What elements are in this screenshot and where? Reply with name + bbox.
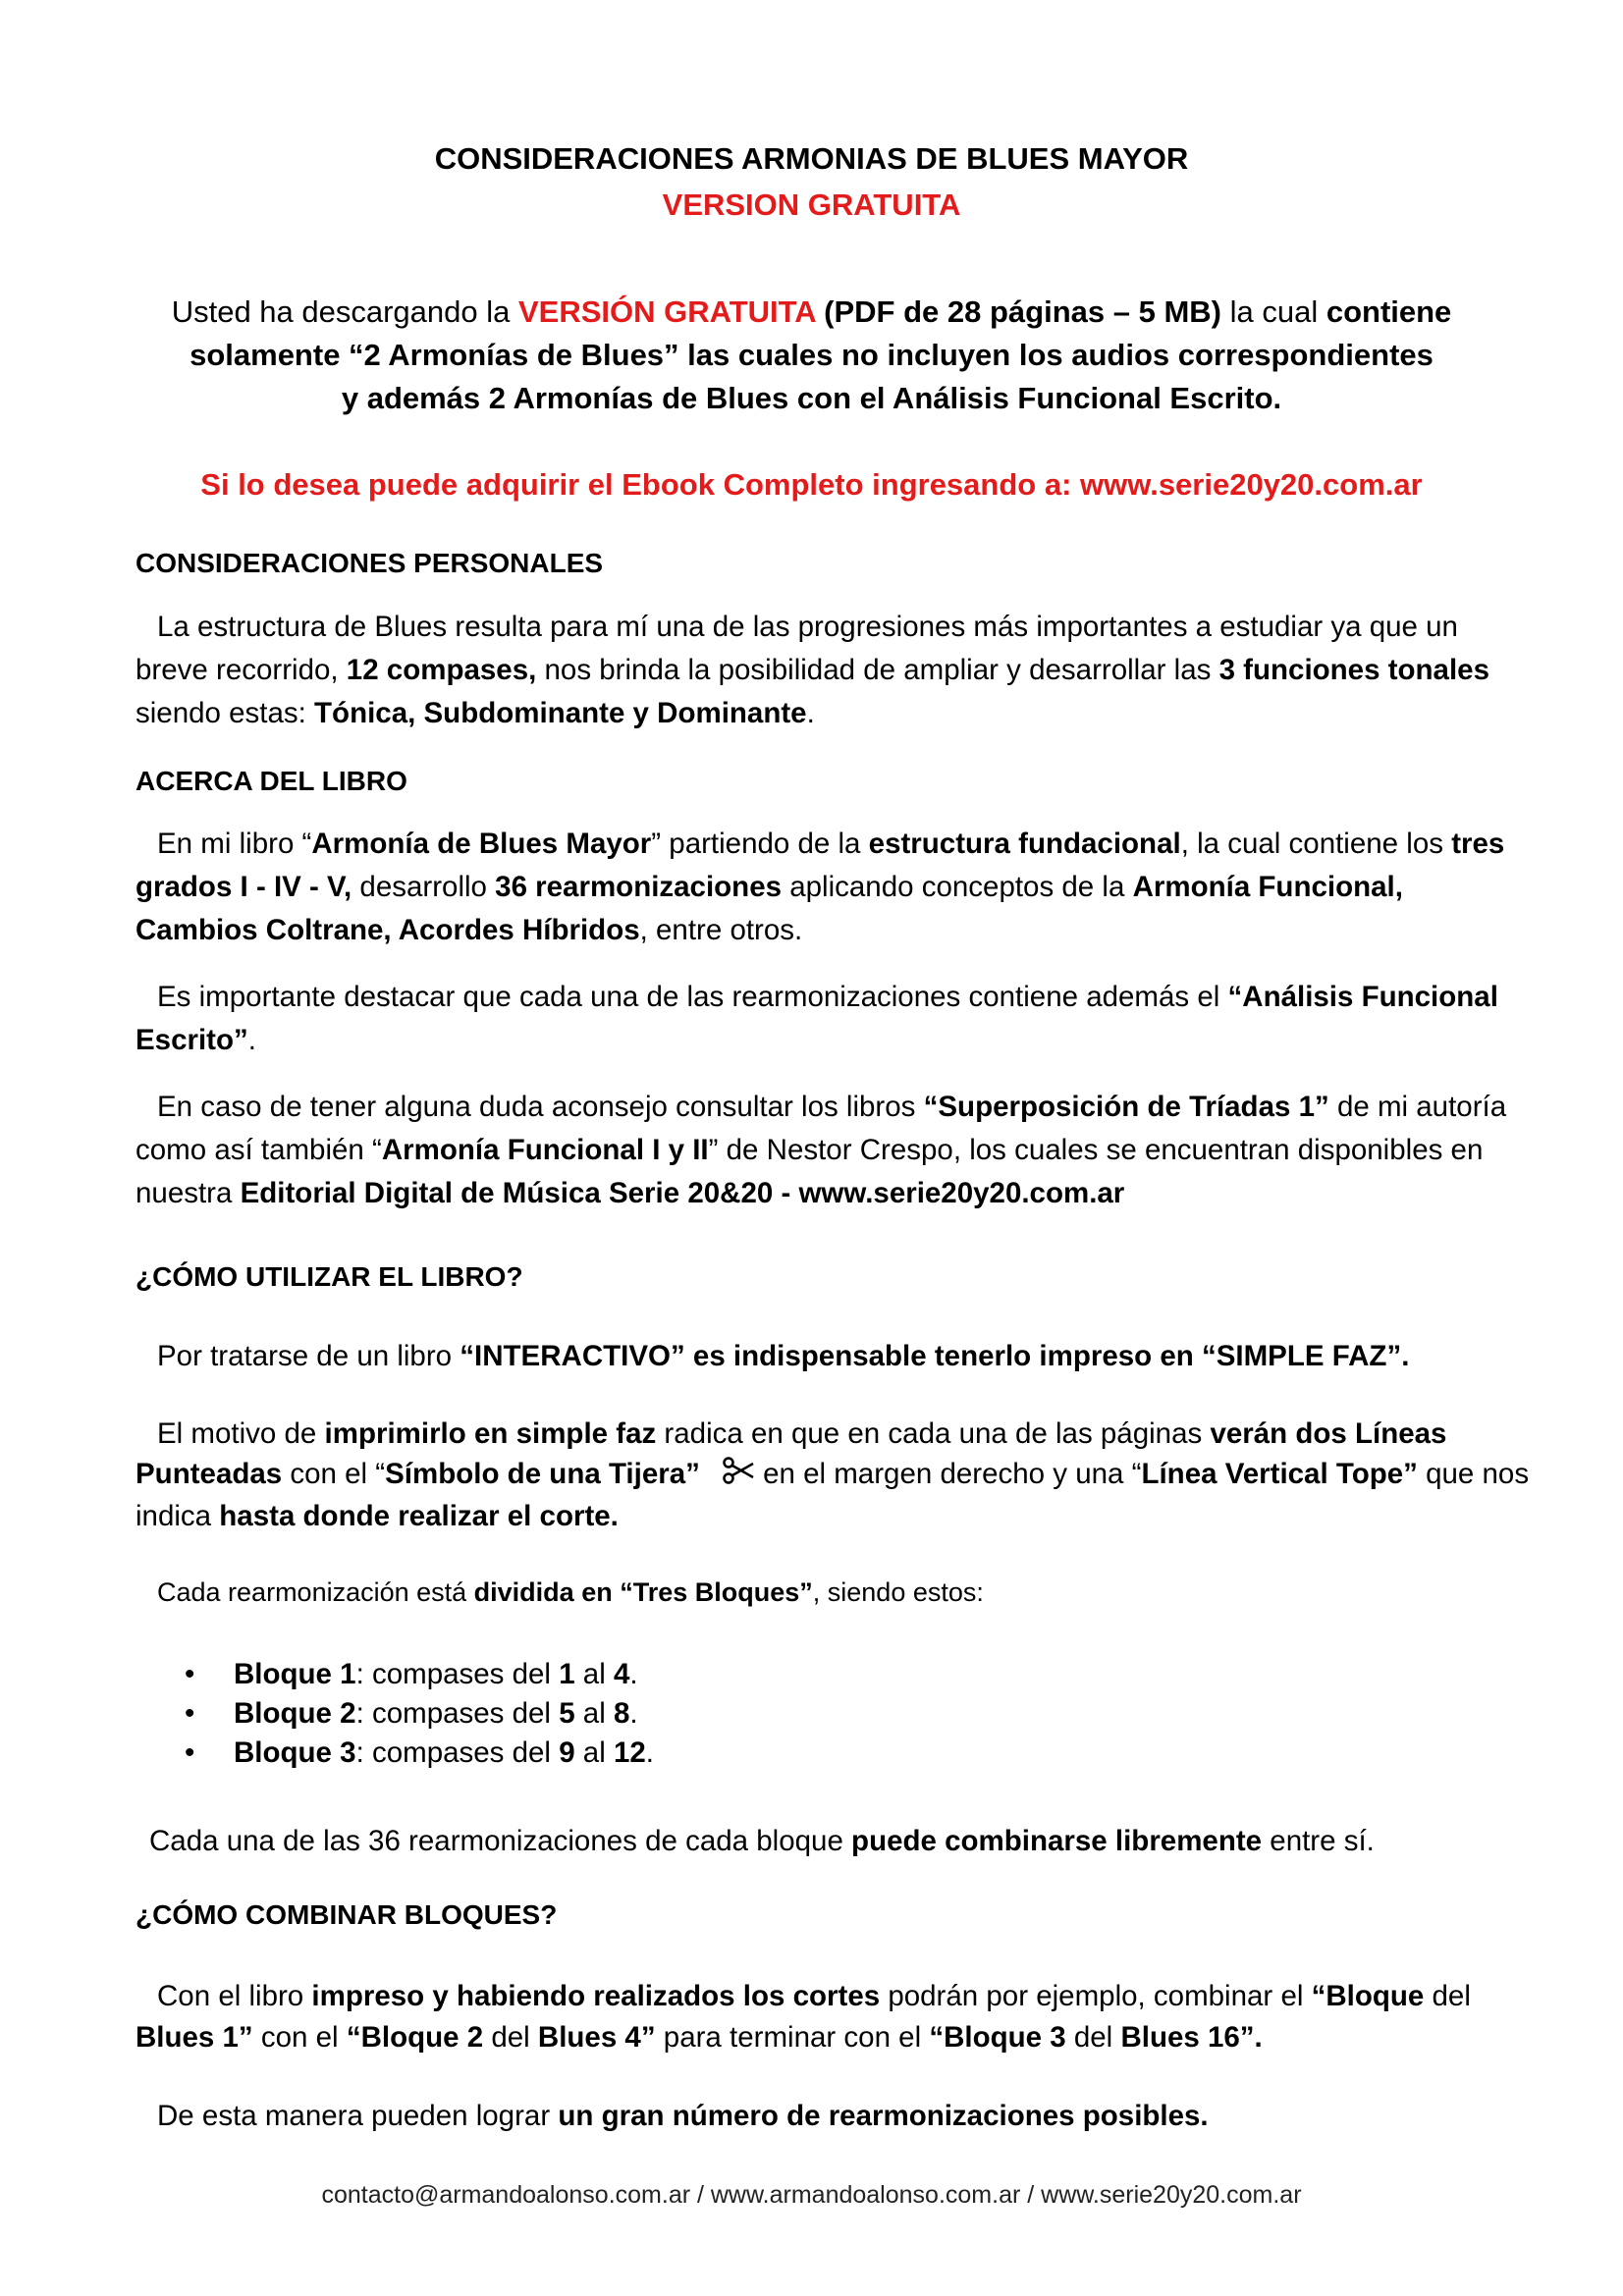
- paragraph-libro-2: Es importante destacar que cada una de las rearmonizaciones contiene además el “Análisis Funcional Escrito”.: [135, 981, 1498, 1056]
- paragraph-combinar-2: De esta manera pueden lograr un gran número de rearmonizaciones posibles.: [157, 2100, 1209, 2132]
- document-subtitle: VERSION GRATUITA: [662, 187, 961, 222]
- intro-line-3: y además 2 Armonías de Blues con el Análisis Funcional Escrito.: [341, 381, 1282, 415]
- list-item: • Bloque 2: compases del 5 al 8.: [185, 1697, 638, 1730]
- list-item: • Bloque 1: compases del 1 al 4.: [185, 1658, 638, 1690]
- paragraph-utilizar-3: Cada rearmonización está dividida en “Tres Bloques”, siendo estos:: [157, 1577, 984, 1607]
- paragraph-libro-3: En caso de tener alguna duda aconsejo consultar los libros “Superposición de Tríadas 1” de mi autoría como así también “Armonía Funcional I y II” de Nestor Crespo, los cuales se encuentran disponibles en nuestra Editorial Digital de Música Serie 20&20 - www.serie20y20.com.ar: [135, 1091, 1507, 1209]
- paragraph-utilizar-2: El motivo de imprimirlo en simple faz radica en que en cada una de las páginas verán dos Líneas Punteadas con el “Símbolo de una Tijera” en el margen derecho y una “Línea Vertical Tope” que nos indica hasta donde realizar el corte.: [135, 1417, 1530, 1532]
- paragraph-utilizar-4: Cada una de las 36 rearmonizaciones de cada bloque puede combinarse libremente entre sí.: [149, 1825, 1375, 1857]
- heading-acerca-del-libro: ACERCA DEL LIBRO: [135, 766, 407, 796]
- cta-line: Si lo desea puede adquirir el Ebook Completo ingresando a: www.serie20y20.com.ar: [200, 467, 1423, 502]
- paragraph-personales: La estructura de Blues resulta para mí una de las progresiones más importantes a estudiar ya que un breve recorrido, 12 compases, nos brinda la posibilidad de ampliar y desarrollar las 3 funciones tonales siendo estas: Tónica, Subdominante y Dominante.: [135, 611, 1489, 729]
- document-title: CONSIDERACIONES ARMONIAS DE BLUES MAYOR: [434, 141, 1189, 176]
- list-item: • Bloque 3: compases del 9 al 12.: [185, 1736, 654, 1769]
- heading-como-combinar: ¿CÓMO COMBINAR BLOQUES?: [135, 1899, 558, 1930]
- paragraph-utilizar-1: Por tratarse de un libro “INTERACTIVO” es indispensable tenerlo impreso en “SIMPLE FAZ”.: [157, 1340, 1410, 1372]
- heading-como-utilizar: ¿CÓMO UTILIZAR EL LIBRO?: [135, 1261, 523, 1292]
- heading-consideraciones-personales: CONSIDERACIONES PERSONALES: [135, 548, 604, 578]
- bloques-list: [185, 1655, 654, 1773]
- intro-line-2: solamente “2 Armonías de Blues” las cuales no incluyen los audios correspondientes: [189, 338, 1434, 372]
- paragraph-libro-1: En mi libro “Armonía de Blues Mayor” partiendo de la estructura fundacional, la cual contiene los tres grados I - IV - V, desarrollo 36 rearmonizaciones aplicando conceptos de la Armonía Funcional, Cambios Coltrane, Acordes Híbridos, entre otros.: [135, 828, 1505, 946]
- paragraph-combinar-1: Con el libro impreso y habiendo realizados los cortes podrán por ejemplo, combinar el “Bloque del Blues 1” con el “Bloque 2 del Blues 4” para terminar con el “Bloque 3 del Blues 16”.: [135, 1980, 1471, 2054]
- intro-line-1: Usted ha descargando la VERSIÓN GRATUITA (PDF de 28 páginas – 5 MB) la cual contiene: [171, 294, 1452, 329]
- page-footer: contacto@armandoalonso.com.ar / www.armandoalonso.com.ar / www.serie20y20.com.ar: [321, 2181, 1302, 2209]
- scissors-icon: [700, 1456, 755, 1496]
